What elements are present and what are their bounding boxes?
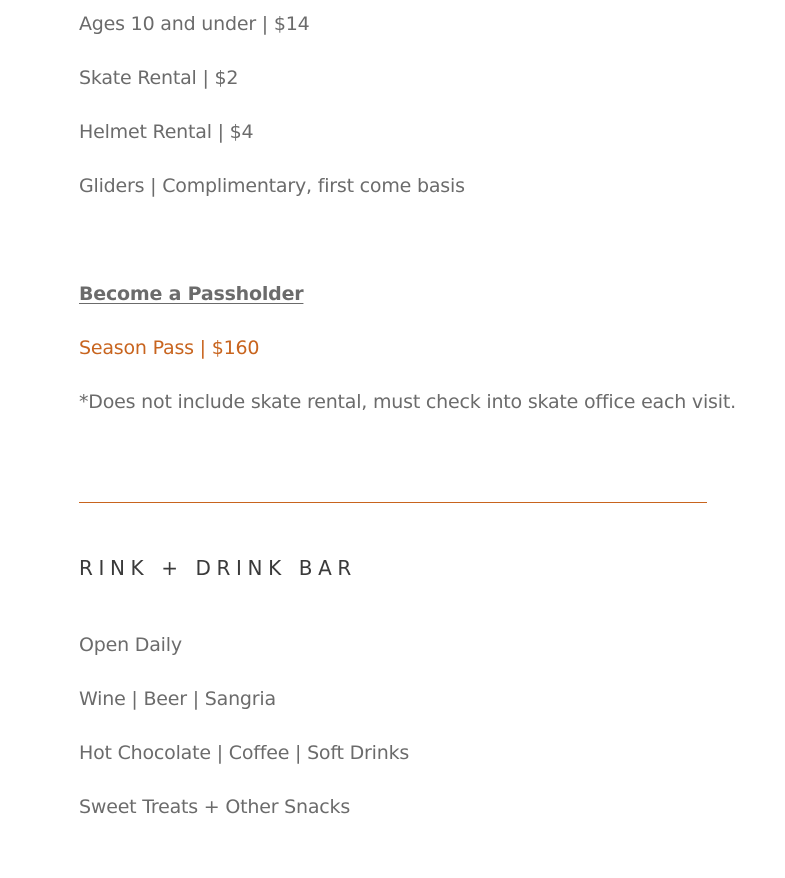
bar-section-title: RINK + DRINK BAR: [79, 556, 357, 580]
bar-snacks: Sweet Treats + Other Snacks: [79, 796, 351, 818]
passholder-heading: Become a Passholder: [79, 283, 304, 305]
section-divider: [79, 502, 707, 503]
season-pass-price: Season Pass | $160: [79, 337, 260, 359]
bar-hot-drinks: Hot Chocolate | Coffee | Soft Drinks: [79, 742, 410, 764]
price-helmet-rental: Helmet Rental | $4: [79, 121, 254, 143]
season-pass-note: *Does not include skate rental, must check into skate office each visit.: [79, 391, 736, 413]
price-ages-10-under: Ages 10 and under | $14: [79, 13, 310, 35]
price-skate-rental: Skate Rental | $2: [79, 67, 239, 89]
bar-drinks: Wine | Beer | Sangria: [79, 688, 276, 710]
price-gliders: Gliders | Complimentary, first come basis: [79, 175, 465, 197]
bar-open-daily: Open Daily: [79, 634, 182, 656]
